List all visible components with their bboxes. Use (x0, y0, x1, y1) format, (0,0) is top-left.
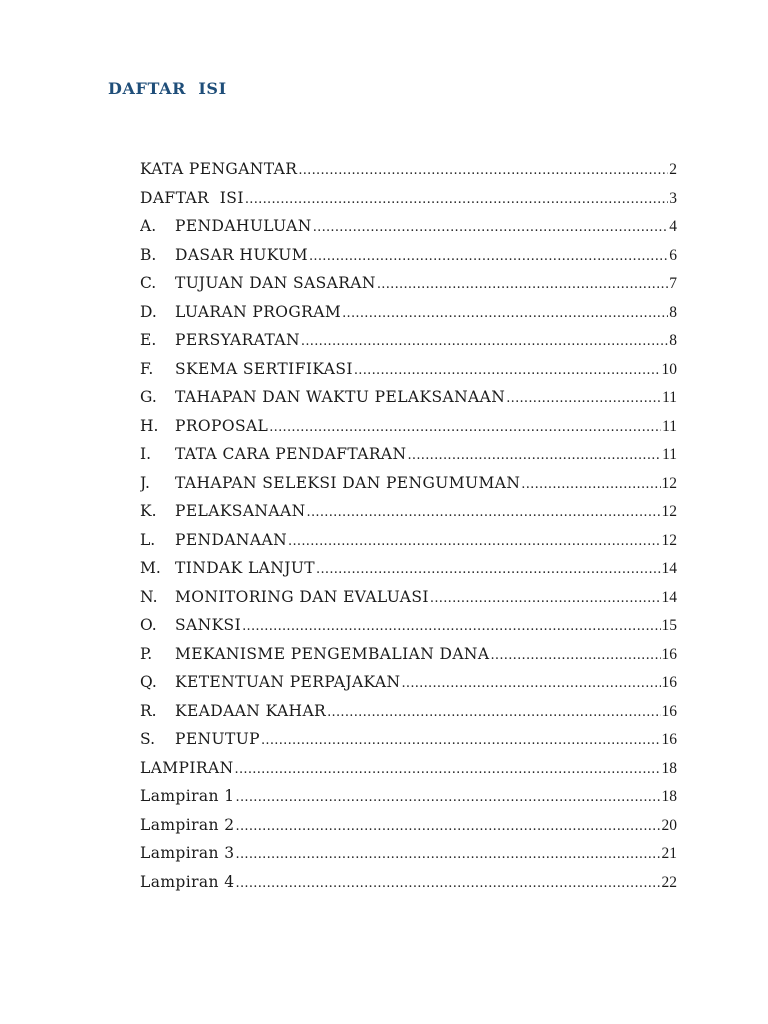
toc-entry[interactable] (140, 469, 677, 498)
toc-entry[interactable] (140, 440, 677, 469)
toc-entry-page-number: 15 (661, 617, 677, 634)
toc-dot-leader (408, 442, 662, 469)
toc-entry-page-number: 16 (661, 702, 677, 720)
toc-entry-title: KATA PENGANTAR (140, 160, 298, 178)
toc-dot-leader (316, 556, 660, 583)
toc-entry-title: PENUTUP (175, 730, 260, 748)
toc-entry-title: TAHAPAN DAN WAKTU PELAKSANAAN (175, 388, 506, 406)
toc-entry-letter: I. (140, 445, 152, 463)
toc-dot-leader (298, 157, 668, 184)
toc-entry[interactable] (140, 754, 677, 783)
toc-entry-title: PELAKSANAAN (175, 502, 306, 520)
toc-entry[interactable] (140, 697, 677, 726)
toc-entry-page-number: 20 (661, 816, 677, 834)
toc-entry-title: Lampiran 2 (140, 815, 235, 834)
toc-dot-leader (430, 585, 661, 612)
toc-entry[interactable] (140, 241, 677, 270)
toc-dot-leader (521, 471, 660, 498)
toc-entry-page-number: 3 (669, 189, 677, 207)
toc-entry[interactable] (140, 811, 677, 840)
toc-dot-leader (261, 727, 661, 754)
toc-entry-page-number: 16 (661, 674, 677, 691)
toc-dot-leader (288, 528, 660, 555)
toc-dot-leader (401, 670, 660, 697)
toc-entry-page-number: 4 (669, 218, 677, 235)
toc-dot-leader (490, 642, 660, 669)
toc-entry-page-number: 14 (661, 560, 677, 577)
toc-entry-letter: L. (140, 530, 156, 549)
toc-dot-leader (307, 499, 661, 526)
toc-entry-page-number: 11 (662, 446, 677, 463)
toc-dot-leader (301, 328, 668, 355)
toc-dot-leader (269, 414, 661, 441)
toc-entry-letter: N. (140, 587, 158, 606)
toc-entry-letter: O. (140, 616, 157, 634)
toc-entry[interactable] (140, 668, 677, 697)
toc-dot-leader (242, 613, 660, 640)
toc-dot-leader (506, 385, 661, 412)
toc-entry[interactable] (140, 782, 677, 811)
toc-entry[interactable] (140, 497, 677, 526)
toc-entry-page-number: 10 (661, 360, 677, 378)
toc-entry-page-number: 21 (661, 845, 677, 862)
toc-entry-title: DAFTAR ISI (140, 188, 244, 207)
toc-entry-page-number: 14 (661, 588, 677, 606)
toc-entry[interactable] (140, 269, 677, 298)
toc-entry[interactable] (140, 298, 677, 327)
toc-entry-title: MONITORING DAN EVALUASI (175, 587, 429, 606)
toc-entry[interactable] (140, 868, 677, 897)
toc-entry-page-number: 8 (669, 332, 677, 349)
toc-dot-leader (377, 271, 668, 298)
toc-dot-leader (354, 357, 661, 384)
toc-entry-letter: H. (140, 416, 159, 435)
toc-entry-page-number: 11 (662, 417, 677, 435)
toc-entry-title: LAMPIRAN (140, 758, 234, 777)
toc-entry-title: TATA CARA PENDAFTARAN (175, 445, 407, 463)
page-title: DAFTAR ISI (108, 79, 227, 98)
toc-entry-title: LUARAN PROGRAM (175, 302, 342, 321)
toc-entry[interactable] (140, 355, 677, 384)
toc-entry-title: SANKSI (175, 616, 242, 634)
toc-dot-leader (342, 300, 668, 327)
toc-entry-letter: D. (140, 302, 157, 321)
toc-entry[interactable] (140, 583, 677, 612)
toc-entry[interactable] (140, 383, 677, 412)
toc-entry-title: TUJUAN DAN SASARAN (175, 274, 376, 292)
toc-entry-page-number: 16 (661, 645, 677, 663)
toc-entry-letter: C. (140, 274, 157, 292)
toc-entry-page-number: 18 (661, 759, 677, 777)
toc-entry-title: SKEMA SERTIFIKASI (175, 359, 353, 378)
toc-entry-page-number: 12 (661, 474, 677, 492)
table-of-contents (140, 155, 677, 896)
toc-entry-title: Lampiran 1 (140, 787, 235, 805)
toc-entry-title: PENDAHULUAN (175, 217, 312, 235)
toc-entry-title: PERSYARATAN (175, 331, 300, 349)
toc-entry-title: MEKANISME PENGEMBALIAN DANA (175, 644, 490, 663)
toc-entry-page-number: 2 (669, 161, 677, 178)
toc-entry[interactable] (140, 526, 677, 555)
toc-entry-page-number: 22 (661, 873, 677, 891)
toc-entry-letter: Q. (140, 673, 157, 691)
toc-dot-leader (235, 756, 661, 783)
toc-entry-page-number: 18 (661, 788, 677, 805)
toc-entry-title: DASAR HUKUM (175, 245, 308, 264)
toc-entry[interactable] (140, 725, 677, 754)
toc-entry-letter: K. (140, 502, 157, 520)
toc-dot-leader (327, 699, 660, 726)
toc-entry-letter: S. (140, 730, 155, 748)
toc-entry[interactable] (140, 155, 677, 184)
toc-entry-letter: M. (140, 559, 161, 577)
toc-entry-page-number: 12 (661, 531, 677, 549)
toc-entry[interactable] (140, 640, 677, 669)
toc-entry[interactable] (140, 184, 677, 213)
toc-dot-leader (313, 214, 669, 241)
toc-entry-page-number: 12 (661, 503, 677, 520)
toc-entry-page-number: 7 (669, 275, 677, 292)
toc-entry-letter: G. (140, 388, 157, 406)
toc-dot-leader (309, 243, 668, 270)
toc-entry-page-number: 8 (669, 303, 677, 321)
toc-entry-letter: F. (140, 359, 154, 378)
toc-entry-title: PENDANAAN (175, 530, 288, 549)
toc-entry-title: Lampiran 4 (140, 872, 235, 891)
toc-dot-leader (236, 841, 661, 868)
toc-entry[interactable] (140, 611, 677, 640)
toc-dot-leader (236, 870, 661, 897)
toc-entry[interactable] (140, 412, 677, 441)
toc-entry-letter: P. (140, 644, 153, 663)
toc-entry-title: TAHAPAN SELEKSI DAN PENGUMUMAN (175, 473, 521, 492)
toc-entry-page-number: 16 (661, 731, 677, 748)
toc-entry-letter: A. (140, 217, 157, 235)
toc-dot-leader (245, 186, 668, 213)
toc-entry-title: Lampiran 3 (140, 844, 235, 862)
toc-entry-title: KETENTUAN PERPAJAKAN (175, 673, 401, 691)
toc-entry-title: KEADAAN KAHAR (175, 701, 327, 720)
toc-entry-page-number: 6 (669, 246, 677, 264)
toc-entry[interactable] (140, 326, 677, 355)
toc-entry[interactable] (140, 839, 677, 868)
toc-dot-leader (236, 813, 661, 840)
toc-entry-title: TINDAK LANJUT (175, 559, 316, 577)
toc-entry-letter: J. (140, 473, 150, 492)
toc-entry-letter: E. (140, 331, 157, 349)
toc-entry-title: PROPOSAL (175, 416, 269, 435)
toc-entry-letter: B. (140, 245, 157, 264)
toc-dot-leader (236, 784, 661, 811)
toc-entry-letter: R. (140, 701, 157, 720)
toc-entry-page-number: 11 (662, 389, 677, 406)
toc-entry[interactable] (140, 554, 677, 583)
toc-entry[interactable] (140, 212, 677, 241)
